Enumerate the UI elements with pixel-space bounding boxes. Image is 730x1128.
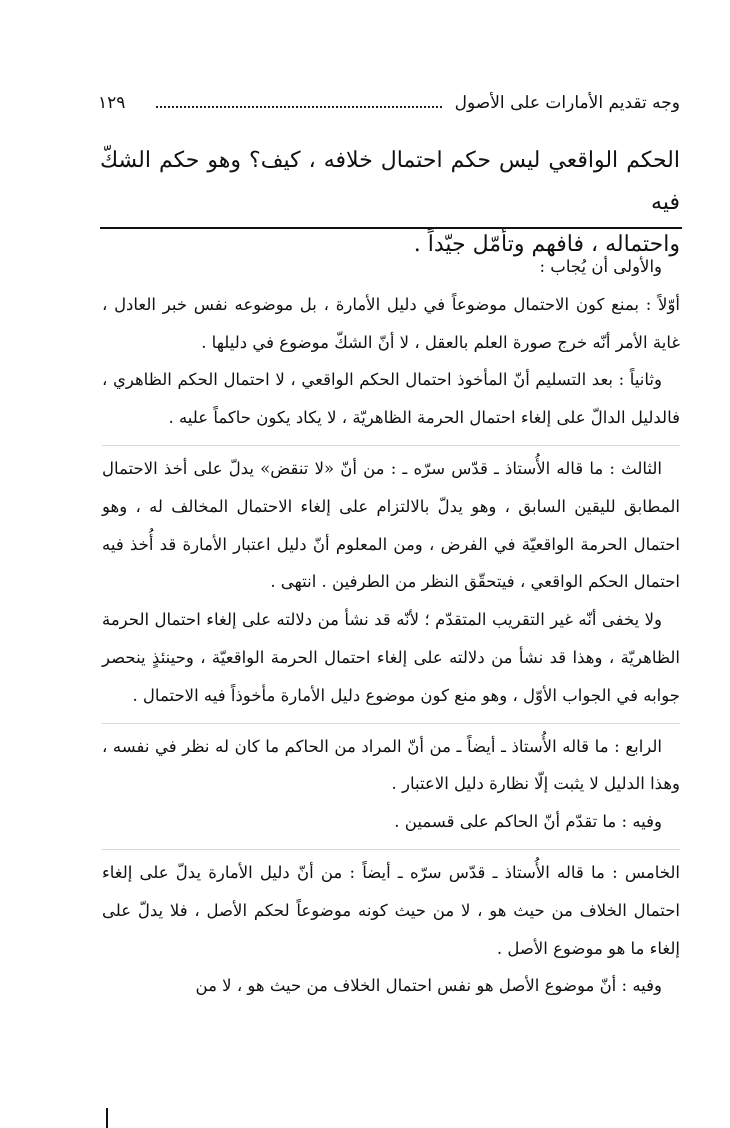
footnote-paragraph: الثالث : ما قاله الأُستاذ ـ قدّس سرّه ـ : من أنّ «لا تنقض» يدلّ على أخذ الاحتمال المطابق لليقين السابق ، وهو يدلّ بالالتزام على إلغاء الاحتمال المخالف له ، وهو احتمال الحرمة الواقعيّة في الفرض ، ومن المعلوم أنّ دليل اعتبار الأمارة قد أُخذ فيه احتمال الحكم الواقعي ، فيتحقّق النظر من الطرفين . انتهى .: [102, 445, 680, 601]
footnote-paragraph: أوّلاً : بمنع كون الاحتمال موضوعاً في دليل الأمارة ، بل موضوعه نفس خبر العادل ، غاية الأمر أنّه خرج صورة العلم بالعقل ، لا أنّ الشكّ موضوع في دليلها .: [102, 294, 680, 352]
footnote-paragraph: الرابع : ما قاله الأُستاذ ـ أيضاً ـ من أنّ المراد من الحاكم ما كان له نظر في نفسه ، وهذا الدليل لا يثبت إلّا نظارة دليل الاعتبار .: [102, 723, 680, 804]
footnote-paragraph: وفيه : ما تقدّم أنّ الحاكم على قسمين .: [394, 812, 662, 832]
footnote-block: [102, 248, 680, 1005]
page-number: ١٢٩: [98, 93, 126, 113]
footnote-paragraph: والأولى أن يُجاب :: [539, 257, 662, 276]
footnote-paragraph: وفيه : أنّ موضوع الأصل هو نفس احتمال الخلاف من حيث هو ، لا من: [195, 976, 662, 996]
main-text-line: الحكم الواقعي ليس حكم احتمال خلافه ، كيف؟ وهو حكم الشكّ فيه: [100, 148, 680, 215]
footnote-paragraph: وثانياً : بعد التسليم أنّ المأخوذ احتمال الحكم الواقعي ، لا احتمال الحكم الظاهري ، فالدليل الدالّ على إلغاء احتمال الحرمة الظاهريّة ، لا يكاد يكون حاكماً عليه .: [102, 370, 680, 428]
main-text-line: واحتماله ، فافهم وتأمّل جيّداً .: [413, 232, 680, 257]
leader-dots: [156, 106, 442, 108]
running-header-title: وجه تقديم الأمارات على الأصول: [454, 93, 680, 113]
running-header: [98, 88, 680, 118]
footnote-paragraph: ولا يخفى أنّه غير التقريب المتقدّم ؛ لأنّه قد نشأ من دلالته على إلغاء احتمال الحرمة الظاهريّة ، وهذا قد نشأ من دلالته على إلغاء احتمال الحرمة الواقعيّة ، وحينئذٍ ينحصر جوابه في الجواب الأوّل ، وهو منع كون موضوع دليل الأمارة مأخوذاً فيه الاحتمال .: [102, 610, 680, 705]
margin-mark: [106, 1108, 108, 1128]
footnote-separator: [100, 227, 682, 229]
footnote-paragraph: الخامس : ما قاله الأُستاذ ـ قدّس سرّه ـ أيضاً : من أنّ دليل الأمارة يدلّ على إلغاء احتمال الخلاف من حيث هو ، لا من حيث كونه موضوعاً لحكم الأصل ، فلا يدلّ على إلغاء ما هو موضوع الأصل .: [102, 849, 680, 967]
